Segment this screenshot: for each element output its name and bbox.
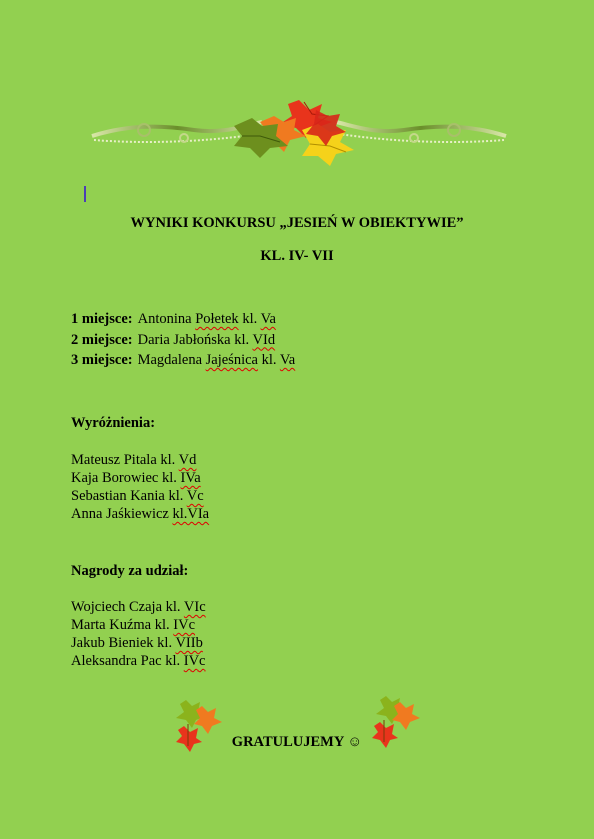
list-item-text: Wojciech Czaja kl. <box>71 599 184 615</box>
place-label: 3 miejsce: <box>71 352 133 368</box>
list-item-class: IVc <box>183 653 206 669</box>
place-name: Daria Jabłońska <box>137 331 235 348</box>
list-item <box>71 469 209 487</box>
list-item-text: Anna Jaśkiewicz <box>71 506 173 522</box>
place-class-prefix: kl. <box>257 352 280 368</box>
list-item <box>71 505 209 523</box>
place-class: Va <box>279 352 296 368</box>
list-item <box>71 487 209 505</box>
document-subtitle: KL. IV- VII <box>260 248 334 264</box>
list-item-text: Kaja Borowiec kl. <box>71 470 181 486</box>
place-class: Va <box>260 311 276 327</box>
places-list <box>71 309 295 371</box>
participation-list <box>71 598 206 670</box>
place-class-prefix: kl. <box>234 331 253 348</box>
place-label: 1 miejsce: <box>71 311 133 327</box>
list-item <box>71 652 206 670</box>
distinctions-list <box>71 451 209 523</box>
text-cursor <box>84 186 86 202</box>
list-item-text: Jakub Bieniek kl. <box>71 635 176 651</box>
list-item <box>71 634 206 652</box>
list-item <box>71 598 206 616</box>
list-item <box>71 616 206 634</box>
list-item-class: Vc <box>186 488 204 504</box>
place-label: 2 miejsce: <box>71 331 133 348</box>
place-name-flagged: Jajeśnica <box>205 352 258 368</box>
distinctions-heading: Wyróżnienia: <box>71 415 156 431</box>
list-item-class: VIc <box>183 599 206 615</box>
place-row-1 <box>71 309 295 330</box>
list-item-text: Sebastian Kania kl. <box>71 488 187 504</box>
place-row-2 <box>71 330 295 351</box>
list-item <box>71 451 209 469</box>
list-item-class: VIIb <box>175 635 203 651</box>
list-item-class: Vd <box>178 452 197 468</box>
place-class: VId <box>252 331 276 348</box>
place-name: Antonina <box>137 311 196 327</box>
list-item-text: Aleksandra Pac kl. <box>71 653 184 669</box>
list-item-text: Marta Kuźma kl. <box>71 617 174 633</box>
list-item-class: kl.VIa <box>172 506 210 522</box>
document-title: WYNIKI KONKURSU „JESIEŃ W OBIEKTYWIE” <box>130 215 464 231</box>
place-class-prefix: kl. <box>238 311 261 327</box>
closing-message: GRATULUJEMY ☺ <box>231 734 363 750</box>
list-item-class: IVa <box>180 470 201 486</box>
place-name: Magdalena <box>137 352 206 368</box>
list-item-class: IVc <box>173 617 196 633</box>
list-item-text: Mateusz Pitala kl. <box>71 452 179 468</box>
place-name-flagged: Połetek <box>195 311 239 327</box>
place-row-3 <box>71 350 295 371</box>
autumn-leaves-ornament-icon <box>84 96 514 168</box>
participation-heading: Nagrody za udział: <box>71 563 189 579</box>
